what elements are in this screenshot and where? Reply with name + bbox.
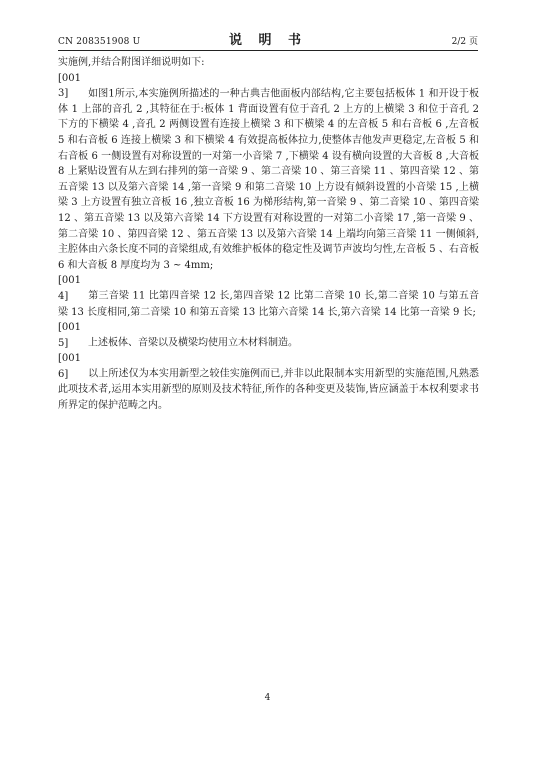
paragraph-0015 bbox=[58, 320, 479, 351]
page-indicator: 2/2 页 bbox=[451, 37, 478, 47]
publication-number: CN 208351908 U bbox=[58, 37, 141, 47]
paragraph-number: [0015] bbox=[58, 322, 81, 349]
paragraph-0014 bbox=[58, 273, 479, 320]
paragraph-text: 以上所述仅为本实用新型之较佳实施例而已,并非以此限制本实用新型的实施范围,凡熟悉此项技术者,运用本实用新型的原则及技术特征,所作的各种变更及装饰,皆应涵盖于本权利要求书所界定的保护范畴之内。 bbox=[58, 368, 479, 412]
paragraph-0016 bbox=[58, 351, 479, 413]
page-footer bbox=[0, 693, 535, 703]
document-title: 说 明 书 bbox=[228, 33, 308, 48]
paragraph-number: [0013] bbox=[58, 72, 81, 100]
paragraph-text: 如图1所示,本实施例所描述的一种古典吉他面板内部结构,它主要包括板体 1 和开设于板体 1 上部的音孔 2 ,其特征在于:板体 1 背面设置有位于音孔 2 上方的上横梁 3 和位于音孔 2 下方的下横梁 4 ,音孔 2 两侧设置有连接上横梁 3 和下横梁 4 的左音板 5 和右音板 6 ,左音板 5 和右音板 6 连接上横梁 3 和下横梁 4 有效提高板体拉力,使整体吉他发声更稳定,左音板 5 和右音板 6 一侧设置有对称设置的一对第一小音梁 7 ,下横梁 4 设有横向设置的大音板 8 ,大音板 8 上紧贴设置有从左到右排列的第一音梁 9 、第二音梁 10 、第三音梁 11 、第四音梁 12 、第五音梁 13 以及第六音梁 14 ,第一音梁 9 和第二音梁 10 上方设有倾斜设置的小音梁 15 ,上横梁 3 上方设置有独立音板 16 ,独立音板 16 为梯形结构,第一音梁 9 、第二音梁 10 、第四音梁 12 、第五音梁 13 以及第六音梁 14 下方设置有对称设置的一对第二小音梁 17 ,第一音梁 9 、第二音梁 10 、第四音梁 12 、第五音梁 13 以及第六音梁 14 上端均向第三音梁 11 一侧倾斜,主腔体由六条长度不同的音梁组成,有效维护板体的稳定性及调节声波均匀性,左音板 5 、右音板 6 和大音板 8 厚度均为 3 ~ 4mm; bbox=[58, 88, 479, 271]
paragraph-text: 上述板体、音梁以及横梁均使用立木材料制造。 bbox=[88, 337, 298, 349]
page-header bbox=[58, 30, 478, 51]
paragraph-number: [0016] bbox=[58, 353, 81, 380]
document-body bbox=[58, 55, 479, 414]
paragraph-0013 bbox=[58, 71, 479, 274]
paragraph-text: 第三音梁 11 比第四音梁 12 长,第四音梁 12 比第二音梁 10 长,第二音梁 10 与第五音梁 13 长度相同,第二音梁 10 和第五音梁 13 比第六音梁 14 长,第六音梁 14 比第一音梁 9 长; bbox=[58, 290, 479, 318]
paragraph-number: [0014] bbox=[58, 275, 81, 302]
page-number: 4 bbox=[264, 693, 271, 703]
intro-line: 实施例,并结合附图详细说明如下: bbox=[58, 57, 205, 68]
